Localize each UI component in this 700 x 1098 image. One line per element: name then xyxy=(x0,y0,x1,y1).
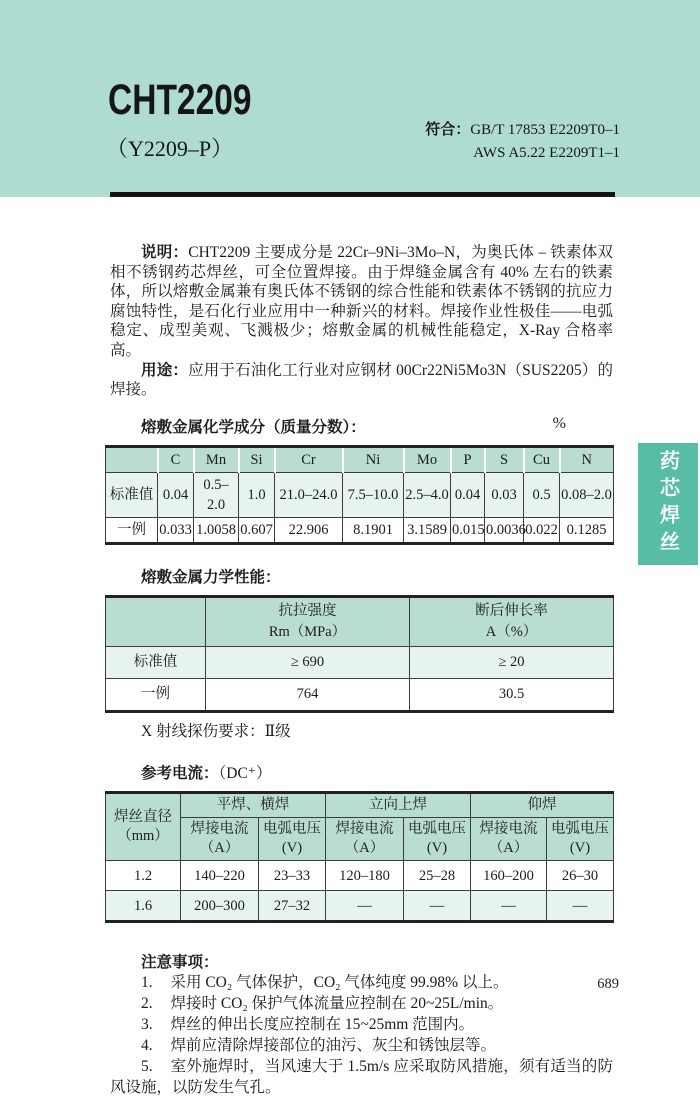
table-cell: 30.5 xyxy=(410,678,614,711)
table-cell: 1.0 xyxy=(239,472,275,517)
mech-col-elongation xyxy=(410,596,614,646)
compliance-label: 符合： xyxy=(425,122,471,138)
table-cell: — xyxy=(404,891,471,922)
table-cell: 27–32 xyxy=(259,891,326,922)
note-number: 1. xyxy=(141,974,153,992)
current-sub-header-row xyxy=(106,818,614,861)
side-tab-flux-cored-wire: 药芯焊丝 xyxy=(638,443,698,565)
mech-col-tensile xyxy=(206,596,410,646)
note-text: 采用 CO₂ 气体保护，CO₂ 气体纯度 99.98% 以上。 xyxy=(170,974,509,992)
chem-col-header: P xyxy=(451,446,485,472)
mech-corner-cell xyxy=(106,596,206,646)
note-number: 2. xyxy=(141,995,153,1013)
sub-header-voltage-name: 电弧电压 xyxy=(408,821,466,838)
compliance-line-2: AWS A5.22 E2209T1–1 xyxy=(473,145,620,161)
table-cell: 23–33 xyxy=(259,861,326,891)
sub-header-current xyxy=(326,818,404,861)
group-overhead: 仰焊 xyxy=(471,793,614,818)
sub-header-voltage-name: 电弧电压 xyxy=(551,821,609,838)
current-row-1-6 xyxy=(106,891,614,922)
note-text: 焊前应清除焊接部位的油污、灰尘和锈蚀层等。 xyxy=(170,1037,496,1055)
table-cell: 0.5 xyxy=(524,472,560,517)
mech-col-tensile-symbol: Rm（MPa） xyxy=(268,623,347,640)
table-cell: 25–28 xyxy=(404,861,471,891)
chem-col-header: S xyxy=(485,446,524,472)
row-label: 一例 xyxy=(106,517,158,543)
row-label: 1.6 xyxy=(106,891,181,922)
table-cell: 8.1901 xyxy=(343,517,404,543)
compliance-line-1 xyxy=(425,119,620,142)
reference-current-table xyxy=(105,791,614,923)
table-cell: — xyxy=(471,891,547,922)
table-cell: 22.906 xyxy=(275,517,343,543)
table-cell: 0.04 xyxy=(451,472,485,517)
chem-composition-table xyxy=(105,445,614,545)
table-cell: 0.5–2.0 xyxy=(194,472,239,517)
mech-col-elongation-name: 断后伸长率 xyxy=(475,602,548,619)
table-cell: 3.1589 xyxy=(404,517,451,543)
note-text: 焊接时 CO₂ 保护气体流量应控制在 20~25L/min。 xyxy=(170,995,504,1013)
chem-col-header: C xyxy=(158,446,194,472)
diameter-line2: （mm） xyxy=(117,828,169,845)
mech-col-elongation-symbol: A（%） xyxy=(485,623,538,640)
compliance-standard-gbt: GB/T 17853 E2209T0–1 xyxy=(470,122,620,138)
note-item-1 xyxy=(110,972,613,993)
sub-header-voltage xyxy=(547,818,614,861)
chem-col-header xyxy=(106,446,158,472)
note-item-3 xyxy=(110,1014,613,1035)
chem-col-header: Si xyxy=(239,446,275,472)
compliance-block xyxy=(425,119,620,165)
usage-text: 应用于石油化工行业对应钢材 00Cr22Ni5Mo3N（SUS2205）的焊接。 xyxy=(110,361,613,399)
sub-header-voltage xyxy=(259,818,326,861)
table-cell: 26–30 xyxy=(547,861,614,891)
group-flat-horizontal: 平焊、横焊 xyxy=(181,793,326,818)
current-group-header-row xyxy=(106,793,614,818)
table-cell: 0.04 xyxy=(158,472,194,517)
table-cell: 0.022 xyxy=(524,517,560,543)
chem-col-header: Cu xyxy=(524,446,560,472)
sub-header-current-name: 焊接电流 xyxy=(335,821,394,838)
table-cell: 140–220 xyxy=(181,861,259,891)
mech-col-tensile-name: 抗拉强度 xyxy=(278,602,337,619)
note-item-2 xyxy=(110,993,613,1014)
product-code: CHT2209 xyxy=(108,76,252,124)
chem-table-title: 熔敷金属化学成分（质量分数）： xyxy=(141,418,366,436)
table-cell: ≥ 20 xyxy=(410,646,614,678)
header-band xyxy=(0,0,700,197)
sub-header-current-unit: （A） xyxy=(344,840,385,857)
note-number: 5. xyxy=(141,1058,153,1076)
page-number: 689 xyxy=(597,976,619,992)
row-label: 标准值 xyxy=(106,472,158,517)
mech-properties-table xyxy=(105,595,614,713)
mech-table-title: 熔敷金属力学性能： xyxy=(141,568,281,586)
chem-header-row xyxy=(106,446,614,472)
table-cell: 1.0058 xyxy=(194,517,239,543)
content-column xyxy=(110,243,613,1098)
chem-title-row xyxy=(110,415,613,437)
sub-header-voltage-unit: (V) xyxy=(426,840,448,857)
sub-header-current-unit: （A） xyxy=(199,840,240,857)
chem-col-header: N xyxy=(560,446,614,472)
chem-col-header: Mn xyxy=(194,446,239,472)
table-cell: 0.03 xyxy=(485,472,524,517)
table-cell: 0.607 xyxy=(239,517,275,543)
table-cell: 2.5–4.0 xyxy=(404,472,451,517)
sub-header-voltage-name: 电弧电压 xyxy=(263,821,321,838)
mech-row-standard xyxy=(106,646,614,678)
group-vertical-up: 立向上焊 xyxy=(326,793,471,818)
note-number: 3. xyxy=(141,1016,153,1034)
table-cell: 0.033 xyxy=(158,517,194,543)
mech-header-row xyxy=(106,596,614,646)
chem-row-standard xyxy=(106,472,614,517)
intro-text: CHT2209 主要成分是 22Cr–9Ni–3Mo–N，为奥氏体 – 铁素体双相不锈钢药芯焊丝，可全位置焊接。由于焊缝金属含有 40% 左右的铁素体，所以熔敷金属兼有奥氏体不锈钢的综合性能和铁素体不锈钢的抗应力腐蚀特性，是石化行业应用中一种新兴的材料。焊接作业性极佳——电弧稳定、成型美观、飞溅极少；熔敷金属的机械性能稳定，X-Ray 合格率高。 xyxy=(110,244,613,359)
table-cell: — xyxy=(326,891,404,922)
sub-header-current-name: 焊接电流 xyxy=(190,821,249,838)
chem-row-example xyxy=(106,517,614,543)
current-table-title xyxy=(110,761,613,783)
diameter-line1: 焊丝直径 xyxy=(114,809,172,826)
table-cell: 160–200 xyxy=(471,861,547,891)
table-cell: ≥ 690 xyxy=(206,646,410,678)
sub-header-current-name: 焊接电流 xyxy=(479,821,538,838)
sub-header-voltage-unit: (V) xyxy=(281,840,303,857)
sub-header-voltage-unit: (V) xyxy=(569,840,591,857)
usage-paragraph xyxy=(110,361,613,400)
current-row-1-2 xyxy=(106,861,614,891)
current-title-rest: （DC⁺） xyxy=(218,765,272,783)
table-cell: 764 xyxy=(206,678,410,711)
product-alias: （Y2209–P） xyxy=(106,136,234,161)
row-label: 1.2 xyxy=(106,861,181,891)
table-cell: 0.015 xyxy=(451,517,485,543)
notes-title: 注意事项： xyxy=(141,954,219,972)
note-text: 室外施焊时，当风速大于 1.5m/s 应采取防风措施，须有适当的防风设施，以防发生气孔。 xyxy=(110,1058,613,1097)
sub-header-current-unit: （A） xyxy=(488,840,529,857)
current-col-diameter xyxy=(106,793,181,861)
table-cell: — xyxy=(547,891,614,922)
table-cell: 0.08–2.0 xyxy=(560,472,614,517)
header-rule xyxy=(110,192,615,197)
row-label: 一例 xyxy=(106,678,206,711)
sub-header-voltage xyxy=(404,818,471,861)
note-text: 焊丝的伸出长度应控制在 15~25mm 范围内。 xyxy=(170,1016,475,1034)
chem-col-header: Ni xyxy=(343,446,404,472)
note-item-4 xyxy=(110,1035,613,1056)
intro-paragraph xyxy=(110,243,613,361)
table-cell: 0.1285 xyxy=(560,517,614,543)
table-cell: 120–180 xyxy=(326,861,404,891)
table-cell: 7.5–10.0 xyxy=(343,472,404,517)
table-cell: 21.0–24.0 xyxy=(275,472,343,517)
table-cell: 0.0036 xyxy=(485,517,524,543)
usage-label: 用途： xyxy=(141,361,189,379)
xray-note: X 射线探伤要求：Ⅱ级 xyxy=(141,722,291,740)
table-cell: 200–300 xyxy=(181,891,259,922)
chem-col-header: Cr xyxy=(275,446,343,472)
sub-header-current xyxy=(471,818,547,861)
note-number: 4. xyxy=(141,1037,153,1055)
mech-row-example xyxy=(106,678,614,711)
current-title-label: 参考电流： xyxy=(141,765,219,783)
chem-col-header: Mo xyxy=(404,446,451,472)
intro-label: 说明： xyxy=(141,244,189,261)
sub-header-current xyxy=(181,818,259,861)
note-item-5 xyxy=(110,1056,613,1098)
row-label: 标准值 xyxy=(106,646,206,678)
chem-unit-percent: % xyxy=(552,414,566,432)
